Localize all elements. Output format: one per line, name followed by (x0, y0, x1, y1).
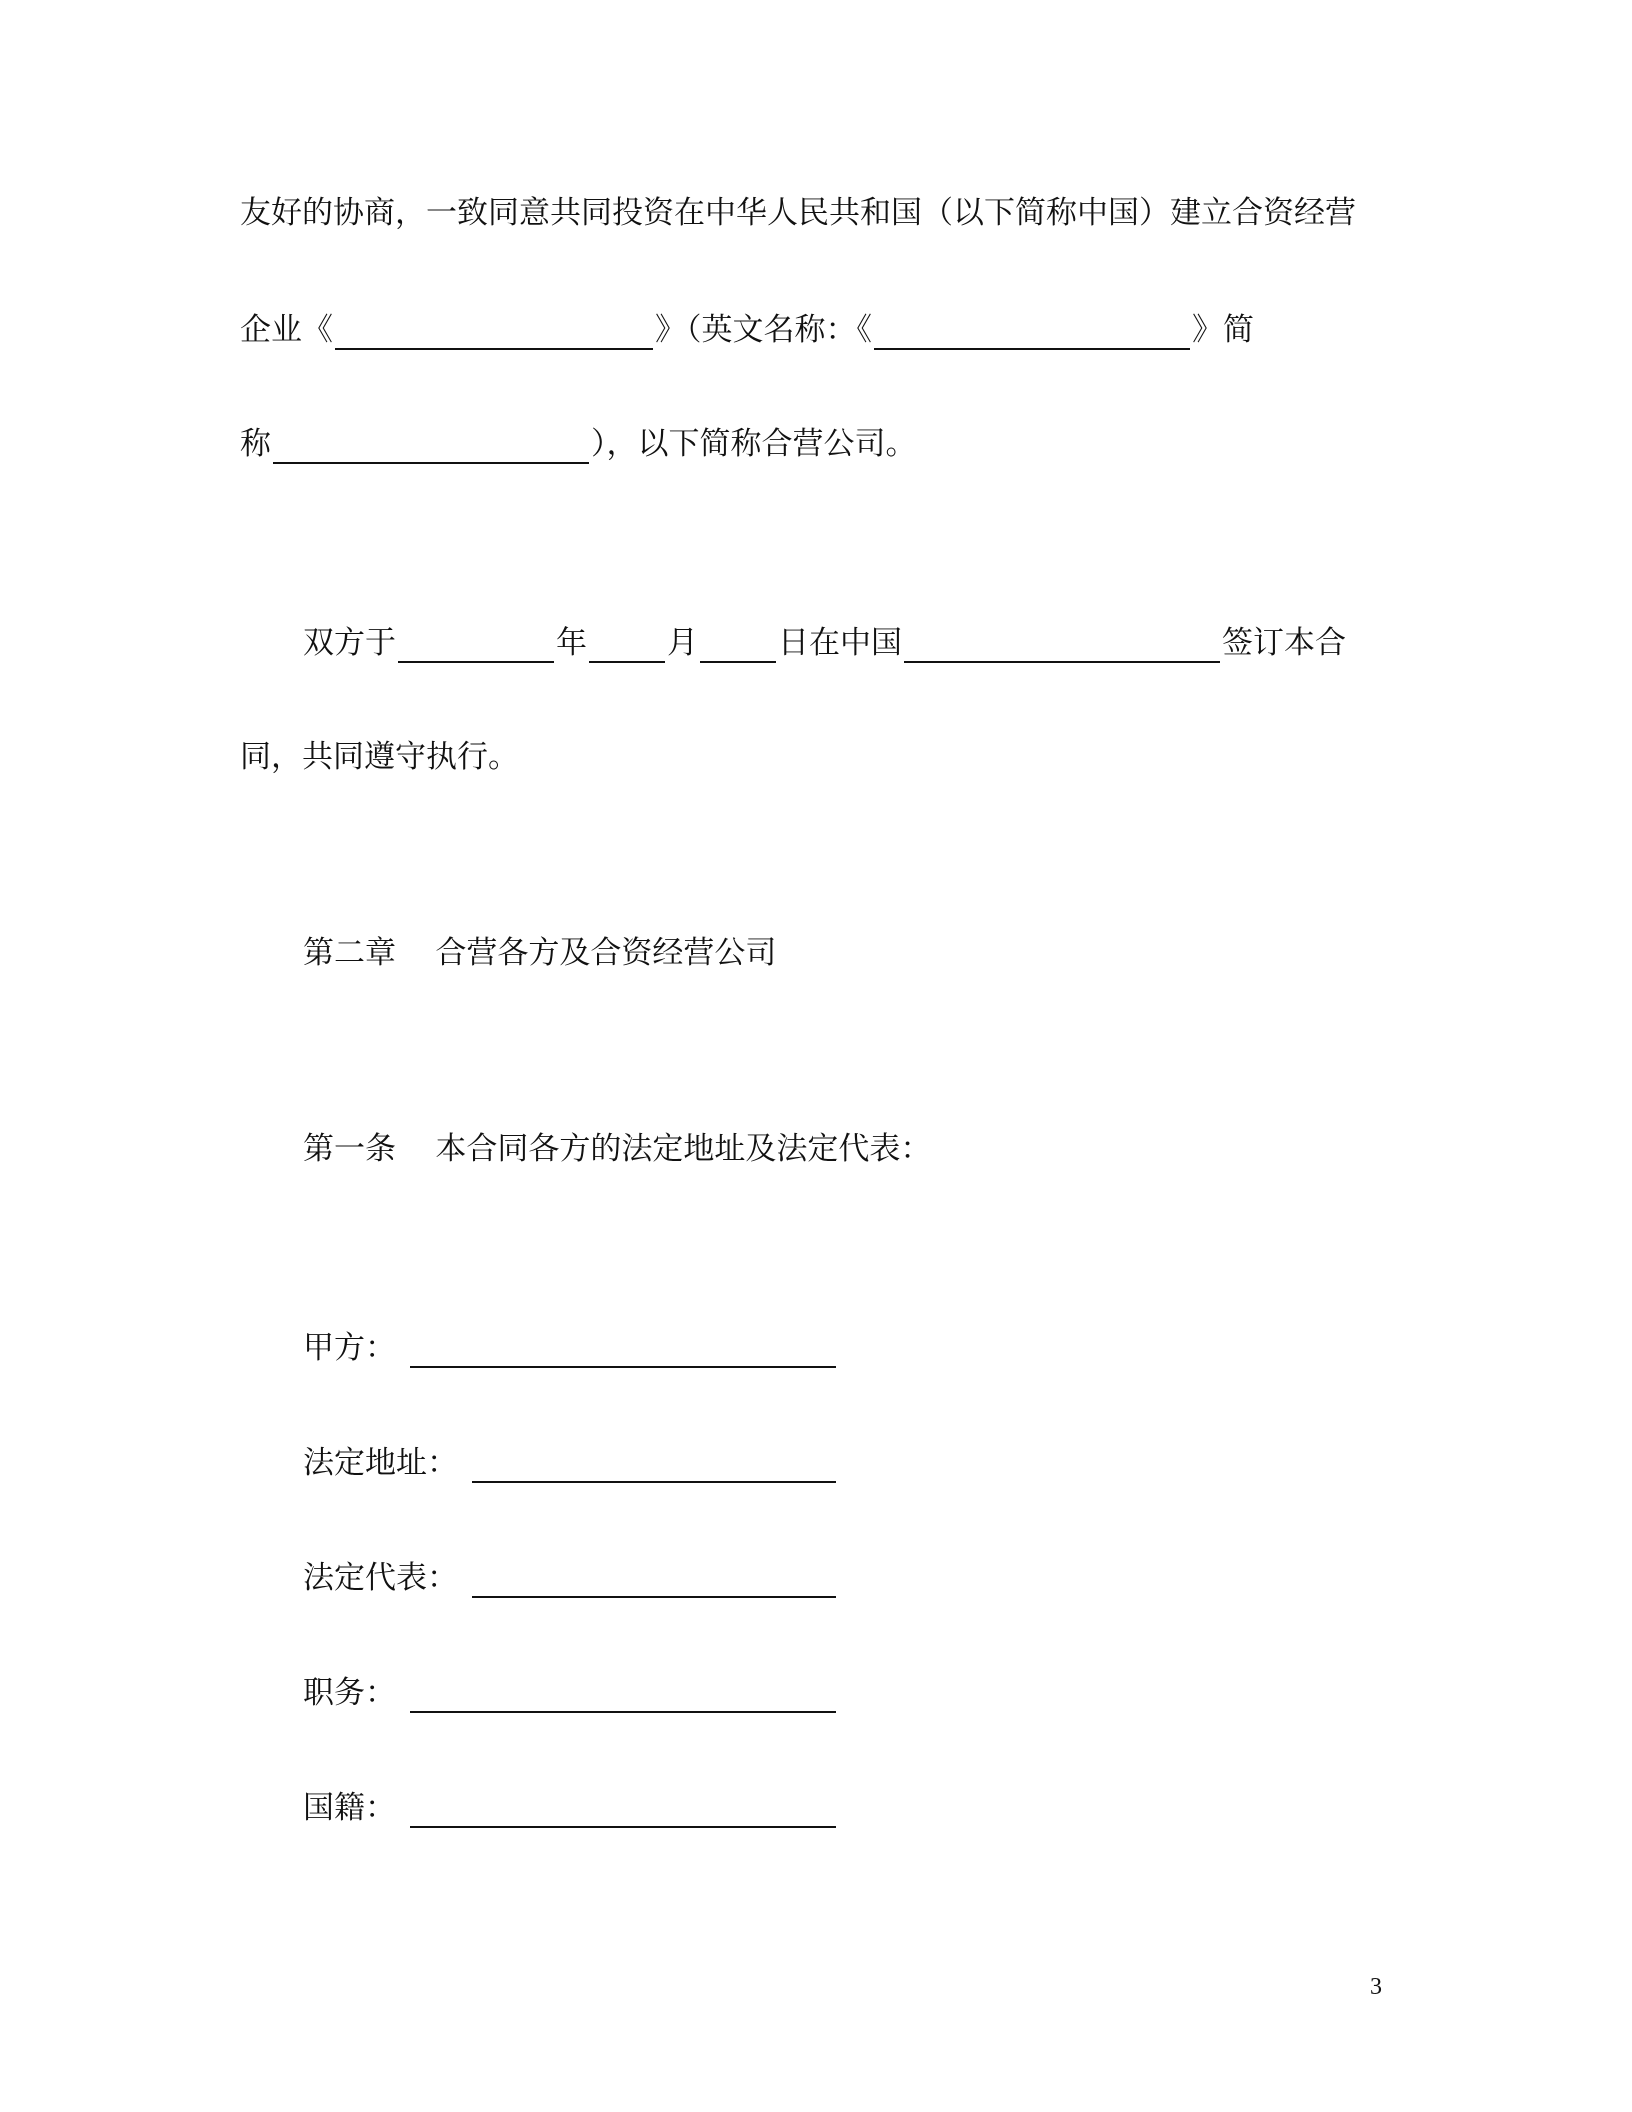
nationality-label: 国籍： (303, 1790, 396, 1826)
legal-representative-blank[interactable] (472, 1556, 836, 1598)
paragraph-2-line-1 (303, 621, 1346, 663)
english-name-blank[interactable] (874, 308, 1190, 350)
enterprise-name-prefix: 企业《 (240, 312, 333, 348)
enterprise-name-blank[interactable] (335, 308, 653, 350)
month-label: 月 (667, 625, 698, 661)
day-blank[interactable] (700, 621, 776, 663)
abbreviation-prefix: 》简 (1192, 312, 1254, 348)
position-field (303, 1671, 838, 1713)
english-name-label: 》（英文名称：《 (655, 312, 872, 348)
page-number: 3 (1370, 1974, 1382, 2000)
nationality-field (303, 1786, 838, 1828)
paragraph-1-line-1 (240, 193, 1356, 233)
day-location-label: 日在中国 (778, 625, 902, 661)
paragraph-1-line-3 (240, 422, 917, 464)
nationality-blank[interactable] (410, 1786, 836, 1828)
legal-address-blank[interactable] (472, 1441, 836, 1483)
year-blank[interactable] (398, 621, 554, 663)
chapter-heading (303, 933, 776, 973)
article-heading-text: 第一条 本合同各方的法定地址及法定代表： (303, 1131, 932, 1167)
paragraph-1-line-1-text: 友好的协商，一致同意共同投资在中华人民共和国（以下简称中国）建立合资经营 (240, 195, 1356, 231)
party-a-field (303, 1326, 838, 1368)
signing-date-label: 双方于 (303, 625, 396, 661)
sign-contract-text: 签订本合 (1222, 625, 1346, 661)
legal-representative-field (303, 1556, 838, 1598)
month-blank[interactable] (589, 621, 665, 663)
paragraph-1-line-2 (240, 308, 1254, 350)
abbreviation-label: 称 (240, 426, 271, 462)
legal-representative-label: 法定代表： (303, 1560, 458, 1596)
legal-address-field (303, 1441, 838, 1483)
position-label: 职务： (303, 1675, 396, 1711)
position-blank[interactable] (410, 1671, 836, 1713)
legal-address-label: 法定地址： (303, 1445, 458, 1481)
party-a-label: 甲方： (303, 1330, 396, 1366)
year-label: 年 (556, 625, 587, 661)
joint-venture-naming-text: ），以下简称合营公司。 (591, 426, 917, 462)
paragraph-2-line-2 (240, 737, 519, 777)
chapter-heading-text: 第二章 合营各方及合资经营公司 (303, 935, 777, 971)
abbreviation-blank[interactable] (273, 422, 589, 464)
article-heading (303, 1129, 931, 1169)
signing-place-blank[interactable] (904, 621, 1220, 663)
paragraph-2-line-2-text: 同，共同遵守执行。 (240, 739, 519, 775)
party-a-blank[interactable] (410, 1326, 836, 1368)
